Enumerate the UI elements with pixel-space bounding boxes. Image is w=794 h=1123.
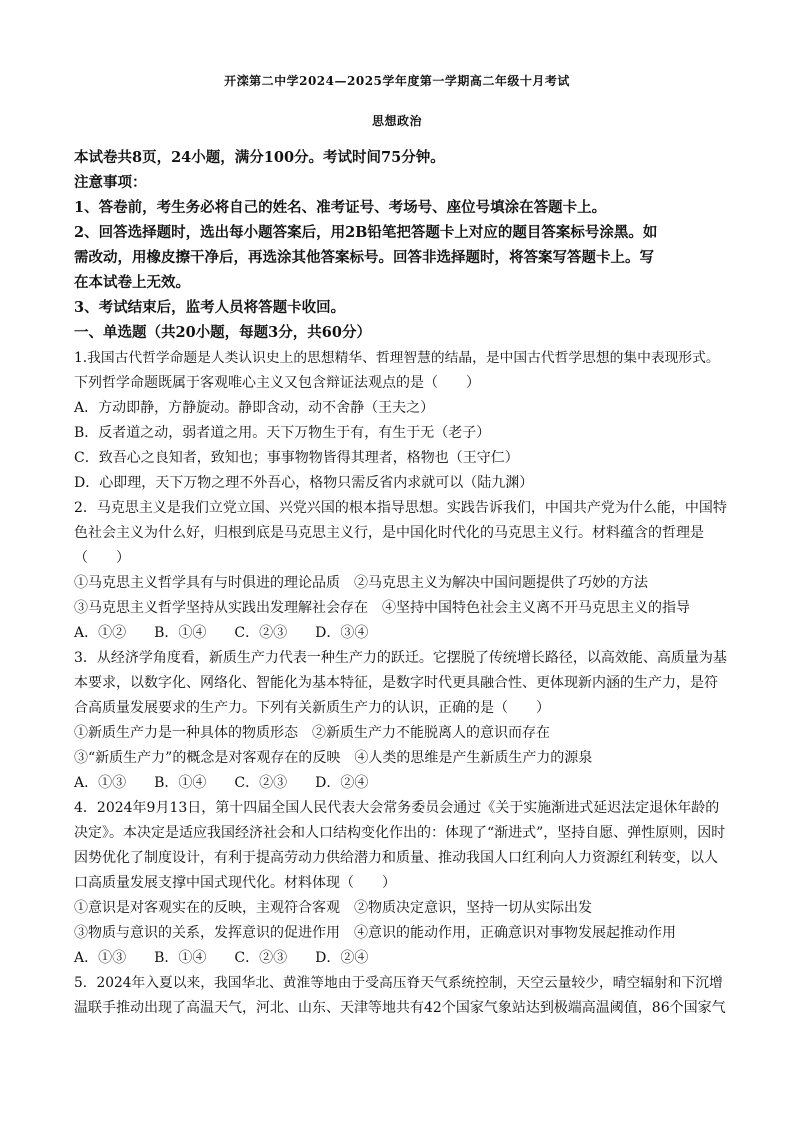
q4-stem-line-1: 4．2024年9月13日，第十四届全国人民代表大会常务委员会通过《关于实施渐进式延迟法定退休年龄的 — [74, 800, 720, 816]
q4-stem-line-2: 决定》。本决定是适应我国经济社会和人口结构变化作出的：体现了“渐进式”，坚持自愿、弹性原则，因时 — [74, 825, 726, 841]
q3-stem-line-2: 本要求，以数字化、网络化、智能化为基本特征，是数字时代更具融合性、更体现新内涵的生产力，是符 — [74, 675, 718, 691]
q5-stem-line-2: 温联手推动出现了高温天气，河北、山东、天津等地共有42个国家气象站达到极端高温阈值，86个国家气 — [74, 1000, 726, 1016]
notice-item-1: 1、答卷前，考生务必将自己的姓名、准考证号、考场号、座位号填涂在答题卡上。 — [74, 199, 607, 216]
q1-stem-line-2: 下列哲学命题既属于客观唯心主义又包含辩证法观点的是（ ） — [74, 375, 480, 391]
q3-statements-line-2: ③“新质生产力”的概念是对客观存在的反映 ④人类的思维是产生新质生产力的源泉 — [74, 750, 593, 766]
q1-option-c: C．致吾心之良知者，致知也；事事物物皆得其理者，格物也（王守仁） — [74, 450, 519, 466]
q5-stem-line-1: 5．2024年入夏以来，我国华北、黄淮等地由于受高压脊天气系统控制，天空云量较少，晴空辐射和下沉增 — [74, 975, 723, 991]
exam-title: 开滦第二中学2024—2025学年度第一学期高二年级十月考试 — [224, 74, 570, 88]
notice-item-3: 3、考试结束后，监考人员将答题卡收回。 — [74, 299, 346, 316]
q4-answer-choices: A．①③ B．①④ C．②③ D．②④ — [74, 950, 369, 966]
q3-answer-choices: A．①③ B．①④ C．②③ D．②④ — [74, 775, 369, 791]
q2-stem-line-1: 2．马克思主义是我们立党立国、兴党兴国的根本指导思想。实践告诉我们，中国共产党为什么能，中国特 — [74, 500, 727, 516]
section-heading: 一、单选题（共20小题，每题3分，共60分） — [74, 324, 371, 341]
notice-label: 注意事项： — [74, 174, 147, 191]
q2-answer-choices: A．①② B．①④ C．②③ D．③④ — [74, 625, 369, 641]
q4-stem-line-3: 因势优化了制度设计，有利于提高劳动力供给潜力和质量、推动我国人口红利向人力资源红利转变，以人 — [74, 850, 718, 866]
q1-option-d: D．心即理，天下万物之理不外吾心，格物只需反省内求就可以（陆九渊） — [74, 475, 534, 491]
q4-stem-line-4: 口高质量发展支撑中国式现代化。材料体现（ ） — [74, 875, 396, 891]
q4-statements-line-1: ①意识是对客观实在的反映，主观符合客观 ②物质决定意识，坚持一切从实际出发 — [74, 900, 592, 916]
notice-item-2-line-3: 在本试卷上无效。 — [74, 274, 190, 291]
notice-item-2-line-1: 2、回答选择题时，选出每小题答案后，用2B铅笔把答题卡上对应的题目答案标号涂黑。如 — [74, 224, 658, 241]
subject-title: 思想政治 — [371, 114, 422, 128]
q1-stem-line-1: 1.我国古代哲学命题是人类认识史上的思想精华、哲理智慧的结晶，是中国古代哲学思想的集中表现形式。 — [74, 350, 720, 366]
q1-option-b: B．反者道之动，弱者道之用。天下万物生于有，有生于无（老子） — [74, 425, 491, 441]
q3-stem-line-3: 合高质量发展要求的生产力。下列有关新质生产力的认识，正确的是（ ） — [74, 700, 550, 716]
q3-statements-line-1: ①新质生产力是一种具体的物质形态 ②新质生产力不能脱离人的意识而存在 — [74, 725, 550, 741]
q3-stem-line-1: 3．从经济学角度看，新质生产力代表一种生产力的跃迁。它摆脱了传统增长路径，以高效能、高质量为基 — [74, 650, 727, 666]
q2-statements-line-2: ③马克思主义哲学坚持从实践出发理解社会存在 ④坚持中国特色社会主义离不开马克思主义的指导 — [74, 600, 690, 616]
q4-statements-line-2: ③物质与意识的关系，发挥意识的促进作用 ④意识的能动作用，正确意识对事物发展起推动作用 — [74, 925, 676, 941]
q2-stem-line-2: 色社会主义为什么好，归根到底是马克思主义行，是中国化时代化的马克思主义行。材料蕴含的哲理是 — [74, 525, 704, 541]
notice-item-2-line-2: 需改动，用橡皮擦干净后，再选涂其他答案标号。回答非选择题时，将答案写答题卡上。写 — [74, 249, 654, 266]
q2-stem-line-3: （ ） — [74, 550, 130, 566]
q2-statements-line-1: ①马克思主义哲学具有与时俱进的理论品质 ②马克思主义为解决中国问题提供了巧妙的方法 — [74, 575, 648, 591]
q1-option-a: A．方动即静，方静旋动。静即含动，动不舍静（王夫之） — [74, 400, 435, 416]
exam-info: 本试卷共8页，24小题，满分100分。考试时间75分钟。 — [74, 149, 445, 166]
